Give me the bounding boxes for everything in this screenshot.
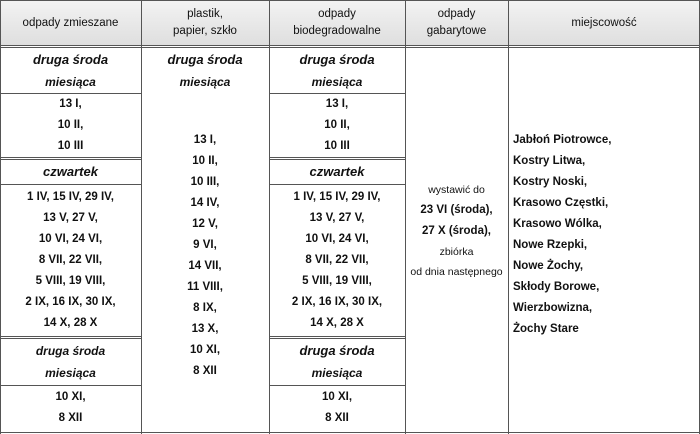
col1-date: 10 XI, [55, 391, 86, 403]
grid-line-horizontal [0, 93, 141, 94]
grid-line-vertical [0, 0, 1, 434]
grid-line-horizontal [0, 385, 141, 386]
col3-date: 14 X, 28 X [310, 317, 364, 329]
col2-date: 12 V, [192, 218, 218, 230]
grid-line-vertical [405, 0, 406, 434]
header-biodegradable [269, 0, 405, 46]
col3-miesiaca-label-2: miesiąca [311, 366, 363, 380]
col2-miesiaca-label: miesiąca [179, 75, 231, 89]
col3-date: 8 XII [325, 412, 349, 424]
col2-date: 10 II, [192, 155, 218, 167]
grid-line-horizontal [269, 385, 405, 386]
grid-line-horizontal [0, 432, 700, 433]
col3-date: 5 VIII, 19 VIII, [302, 275, 372, 287]
col3-czwartek [269, 160, 405, 184]
grid-line-vertical [141, 0, 142, 434]
col1-miesiaca-label-2: miesiąca [45, 366, 96, 380]
header-bio-line1: odpady [318, 8, 356, 20]
col3-druga-label-2: druga środa [299, 343, 375, 358]
locality-item: Żochy Stare [513, 323, 579, 335]
col1-date: 10 VI, 24 VI, [38, 233, 103, 245]
col1-date: 13 I, [59, 98, 82, 110]
grid-line-double [0, 157, 141, 160]
col3-date: 13 I, [325, 98, 349, 110]
grid-line-horizontal [0, 0, 700, 1]
grid-line-double [269, 336, 405, 339]
col3-date: 10 III [324, 140, 350, 152]
col1-czwartek-label: czwartek [43, 164, 98, 179]
col2-date: 10 III, [190, 176, 220, 188]
col3-druga-sroda-top [269, 49, 405, 93]
col3-date: 10 II, [324, 119, 350, 131]
col2-date: 14 IV, [190, 197, 220, 209]
col1-date: 8 XII [58, 412, 83, 424]
col4-line5: od dnia następnego [410, 266, 503, 278]
header-plastic-paper-glass [141, 0, 269, 46]
header-bulky-line2: gabarytowe [426, 25, 487, 37]
header-mixed-waste [0, 0, 141, 46]
locality-item: Kostry Noski, [513, 176, 588, 188]
col1-date: 5 VIII, 19 VIII, [35, 275, 106, 287]
grid-line-horizontal [0, 184, 141, 185]
header-bio-line2: biodegradowalne [293, 25, 381, 37]
header-locality [508, 0, 700, 46]
col1-dates-top [0, 94, 141, 157]
col1-miesiaca-label-1: miesiąca [45, 75, 96, 89]
col1-dates-bottom [0, 386, 141, 430]
col2-date: 10 XI, [189, 344, 221, 356]
col2-dates [141, 130, 269, 392]
grid-line-horizontal [269, 184, 405, 185]
grid-line-header-bottom [0, 45, 700, 48]
header-plastic-line1: plastik, [187, 8, 223, 20]
col1-czwartek [0, 160, 141, 184]
col1-druga-sroda-top [0, 49, 141, 93]
col4-line3: 27 X (środa), [421, 225, 492, 237]
col3-date: 10 XI, [321, 391, 353, 403]
col1-date: 13 V, 27 V, [43, 212, 98, 224]
col1-dates-mid [0, 185, 141, 336]
col1-druga-label-1: druga środa [32, 52, 109, 67]
col4-bulky-note [405, 180, 508, 290]
col3-druga-label-1: druga środa [299, 52, 375, 67]
col2-date: 11 VIII, [187, 281, 223, 293]
locality-item: Nowe Rzepki, [513, 239, 588, 251]
col1-date: 1 IV, 15 IV, 29 IV, [27, 191, 114, 203]
col3-date: 2 IX, 16 IX, 30 IX, [291, 296, 383, 308]
locality-item: Kostry Litwa, [513, 155, 586, 167]
header-bulky-waste [405, 0, 508, 46]
header-mixed-waste-label: odpady zmieszane [22, 16, 119, 29]
col2-date: 8 XII [193, 365, 217, 377]
col3-dates-top [269, 94, 405, 157]
grid-line-double [269, 157, 405, 160]
col1-date: 8 VII, 22 VII, [38, 254, 103, 266]
locality-item: Krasowo Wólka, [513, 218, 602, 230]
locality-item: Krasowo Częstki, [513, 197, 609, 209]
grid-line-vertical [269, 0, 270, 434]
col3-date: 10 VI, 24 VI, [305, 233, 369, 245]
col2-date: 14 VII, [188, 260, 222, 272]
col3-czwartek-label: czwartek [309, 164, 365, 179]
col4-line2: 23 VI (środa), [420, 204, 493, 216]
col3-dates-bottom [269, 386, 405, 430]
col3-dates-mid [269, 185, 405, 336]
header-plastic-line2: papier, szkło [173, 25, 237, 37]
grid-line-vertical [508, 0, 509, 434]
col3-druga-sroda-bottom [269, 340, 405, 384]
col2-date: 13 X, [191, 323, 219, 335]
grid-line-double [0, 336, 141, 339]
col1-date: 10 II, [57, 119, 84, 131]
col1-date: 14 X, 28 X [43, 317, 98, 329]
locality-item: Jabłoń Piotrowce, [513, 134, 612, 146]
header-locality-label: miejscowość [571, 16, 637, 29]
col2-date: 9 VI, [193, 239, 217, 251]
col1-date: 2 IX, 16 IX, 30 IX, [25, 296, 116, 308]
col3-date: 8 VII, 22 VII, [305, 254, 369, 266]
col4-line4: zbiórka [439, 246, 474, 258]
col3-date: 1 IV, 15 IV, 29 IV, [293, 191, 381, 203]
locality-item: Skłody Borowe, [513, 281, 600, 293]
col1-druga-sroda-bottom [0, 340, 141, 384]
locality-item: Wierzbowizna, [513, 302, 593, 314]
col3-date: 13 V, 27 V, [309, 212, 365, 224]
col1-druga-label-2: druga środa [35, 344, 106, 358]
col3-miesiaca-label-1: miesiąca [311, 75, 363, 89]
col1-date: 10 III [57, 140, 84, 152]
grid-line-horizontal [269, 93, 405, 94]
locality-item: Nowe Żochy, [513, 260, 584, 272]
col5-locality-list [508, 130, 700, 350]
col2-date: 13 I, [193, 134, 217, 146]
col2-druga-label: druga środa [167, 52, 243, 67]
col2-druga-sroda [141, 49, 269, 93]
col2-date: 8 IX, [193, 302, 217, 314]
col4-line1: wystawić do [428, 184, 485, 196]
header-bulky-line1: odpady [437, 8, 476, 20]
